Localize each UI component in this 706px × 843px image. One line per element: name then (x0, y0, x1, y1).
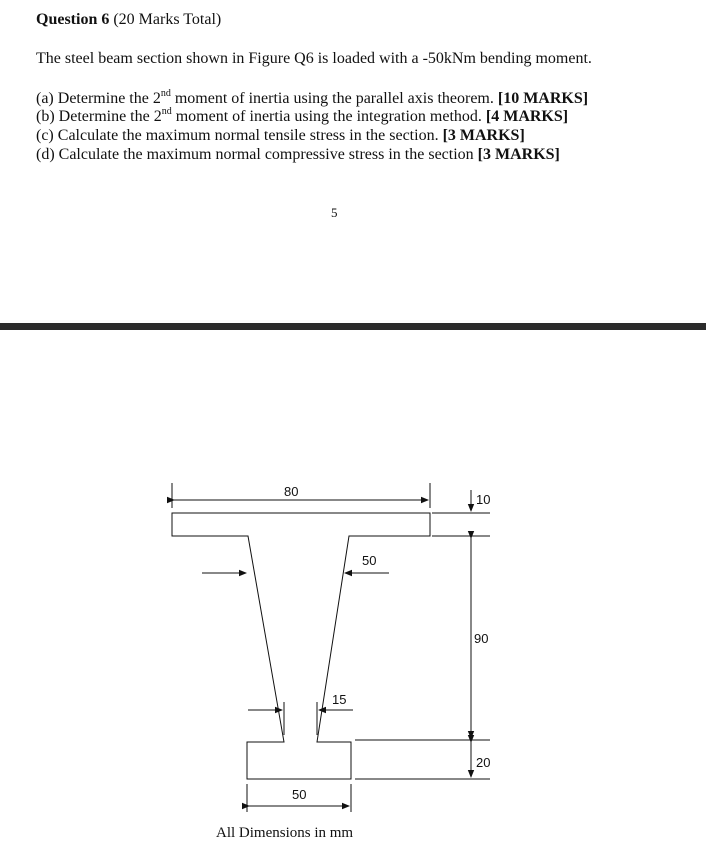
part-a (36, 90, 588, 108)
question-marks: (20 Marks Total) (113, 11, 222, 28)
label-bottom-flange-width: 50 (292, 787, 307, 802)
part-d-label: (d) (36, 146, 55, 163)
page-number: 5 (331, 205, 338, 220)
figure-caption: All Dimensions in mm (216, 825, 354, 841)
part-b-superscript: nd (161, 106, 172, 117)
label-web-bottom-width: 15 (332, 692, 347, 707)
label-web-height: 90 (474, 631, 489, 646)
part-d (36, 146, 560, 164)
part-d-text: Calculate the maximum normal compressive stress in the section (58, 146, 478, 163)
question-heading (36, 11, 221, 29)
beam-section-outline (172, 513, 430, 779)
part-a-label: (a) (36, 90, 54, 107)
label-top-flange-thickness: 10 (476, 492, 491, 507)
page-divider (0, 323, 706, 330)
question-intro: The steel beam section shown in Figure Q6 is loaded with a -50kNm bending moment. (36, 50, 592, 67)
part-a-text: Determine the 2 (57, 90, 161, 107)
part-c-text: Calculate the maximum normal tensile stress in the section. (57, 127, 443, 144)
question-title: Question 6 (36, 11, 110, 28)
part-d-marks: [3 MARKS] (477, 146, 560, 163)
part-b-text: Determine the 2 (58, 108, 162, 125)
part-c-marks: [3 MARKS] (442, 127, 525, 144)
part-a-superscript: nd (160, 88, 171, 99)
part-a-text-cont: moment of inertia using the parallel axis theorem. (170, 90, 498, 107)
label-top-flange-width: 80 (284, 484, 299, 499)
part-b-marks: [4 MARKS] (485, 108, 569, 125)
label-web-top-width: 50 (362, 553, 377, 568)
part-b-label: (b) (36, 108, 55, 125)
part-c-label: (c) (36, 127, 54, 144)
beam-section-figure (0, 470, 706, 820)
part-a-marks: [10 MARKS] (497, 90, 589, 107)
label-bottom-flange-thickness: 20 (476, 755, 491, 770)
part-b-text-cont: moment of inertia using the integration method. (171, 108, 486, 125)
part-c (36, 127, 525, 145)
part-b (36, 108, 568, 126)
